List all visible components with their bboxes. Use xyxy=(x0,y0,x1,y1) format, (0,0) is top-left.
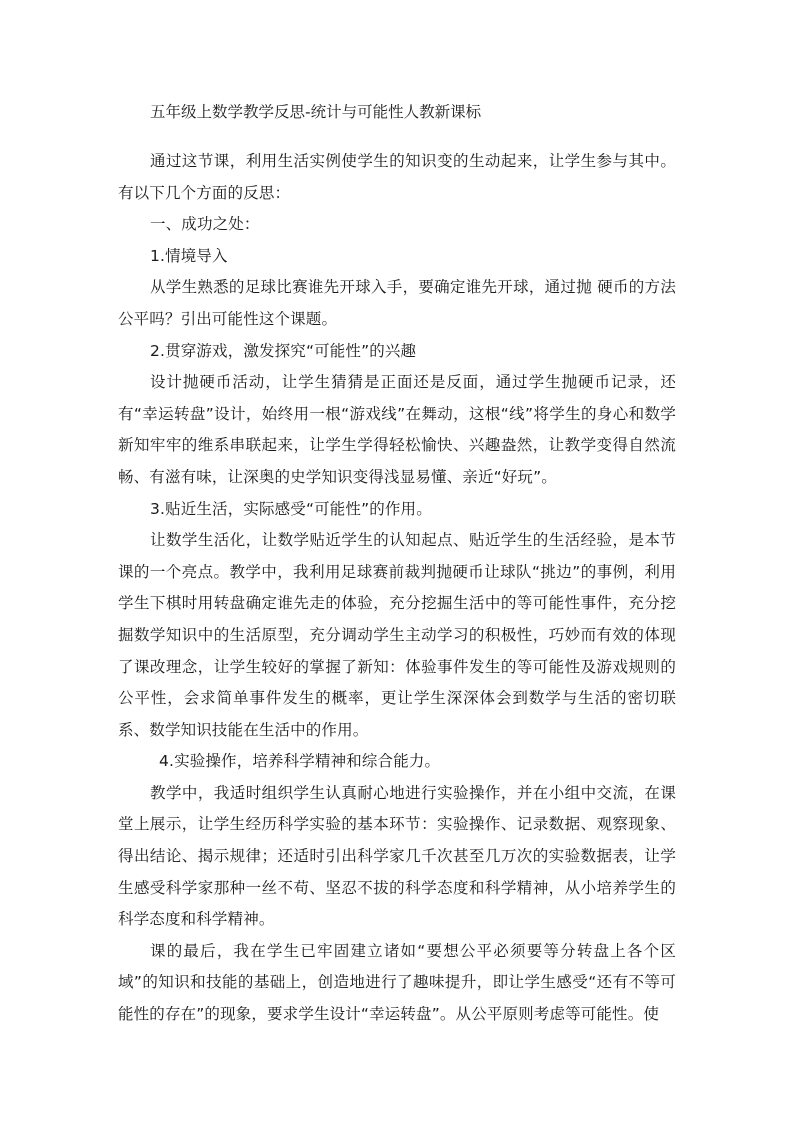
document-body xyxy=(118,96,676,1031)
paragraph-life: 让数学生活化，让数学贴近学生的认知起点、贴近学生的生活经验，是本节课的一个亮点。教学中，我利用足球赛前裁判抛硬币让球队“挑边”的事例，利用学生下棋时用转盘确定谁先走的体验，充分挖掘生活中的等可能性事件，充分挖掘数学知识中的生活原型，充分调动学生主动学习的积极性，巧妙而有效的体现了课改理念，让学生较好的掌握了新知：体验事件发生的等可能性及游戏规则的公平性，会求简单事件发生的概率，更让学生深深体会到数学与生活的密切联系、数学知识技能在生活中的作用。 xyxy=(118,531,676,739)
section-heading-success: 一、成功之处： xyxy=(150,215,260,234)
paragraph-experiment: 教学中，我适时组织学生认真耐心地进行实验操作，并在小组中交流，在课堂上展示，让学生经历科学实验的基本环节：实验操作、记录数据、观察现象、得出结论、揭示规律；还适时引出科学家几千次甚至几万次的实验数据表，让学生感受科学家那种一丝不苟、坚忍不拔的科学态度和科学精神，从小培养学生的科学态度和科学精神。 xyxy=(118,783,676,929)
paragraph-games: 设计抛硬币活动，让学生猜猜是正面还是反面，通过学生抛硬币记录，还有“幸运转盘”设计，始终用一根“游戏线”在舞动，这根“线”将学生的身心和数学新知牢牢的维系串联起来，让学生学得轻松愉快、兴趣盎然，让教学变得自然流畅、有滋有味，让深奥的史学知识变得浅显易懂、亲近“好玩”。 xyxy=(118,373,676,486)
document-title: 五年级上数学教学反思-统计与可能性人教新课标 xyxy=(150,103,482,121)
subheading-experiment: 4.实验操作，培养科学精神和综合能力。 xyxy=(159,752,441,771)
paragraph-situation-intro: 从学生熟悉的足球比赛谁先开球入手，要确定谁先开球，通过抛 硬币的方法公平吗？引出可能性这个课题。 xyxy=(118,278,676,328)
subheading-games: 2.贯穿游戏，激发探究“可能性”的兴趣 xyxy=(150,341,417,360)
intro-paragraph: 通过这节课，利用生活实例使学生的知识变的生动起来，让学生参与其中。有以下几个方面的反思： xyxy=(118,152,676,202)
paragraph-conclusion: 课的最后，我在学生已牢固建立诸如“要想公平必须要等分转盘上各个区域”的知识和技能的基础上，创造地进行了趣味提升，即让学生感受“还有不等可能性的存在”的现象，要求学生设计“幸运转盘”。从公平原则考虑等可能性。使 xyxy=(118,941,676,1024)
subheading-situation-intro: 1.情境导入 xyxy=(150,246,228,265)
subheading-life: 3.贴近生活，实际感受“可能性”的作用。 xyxy=(150,499,432,518)
